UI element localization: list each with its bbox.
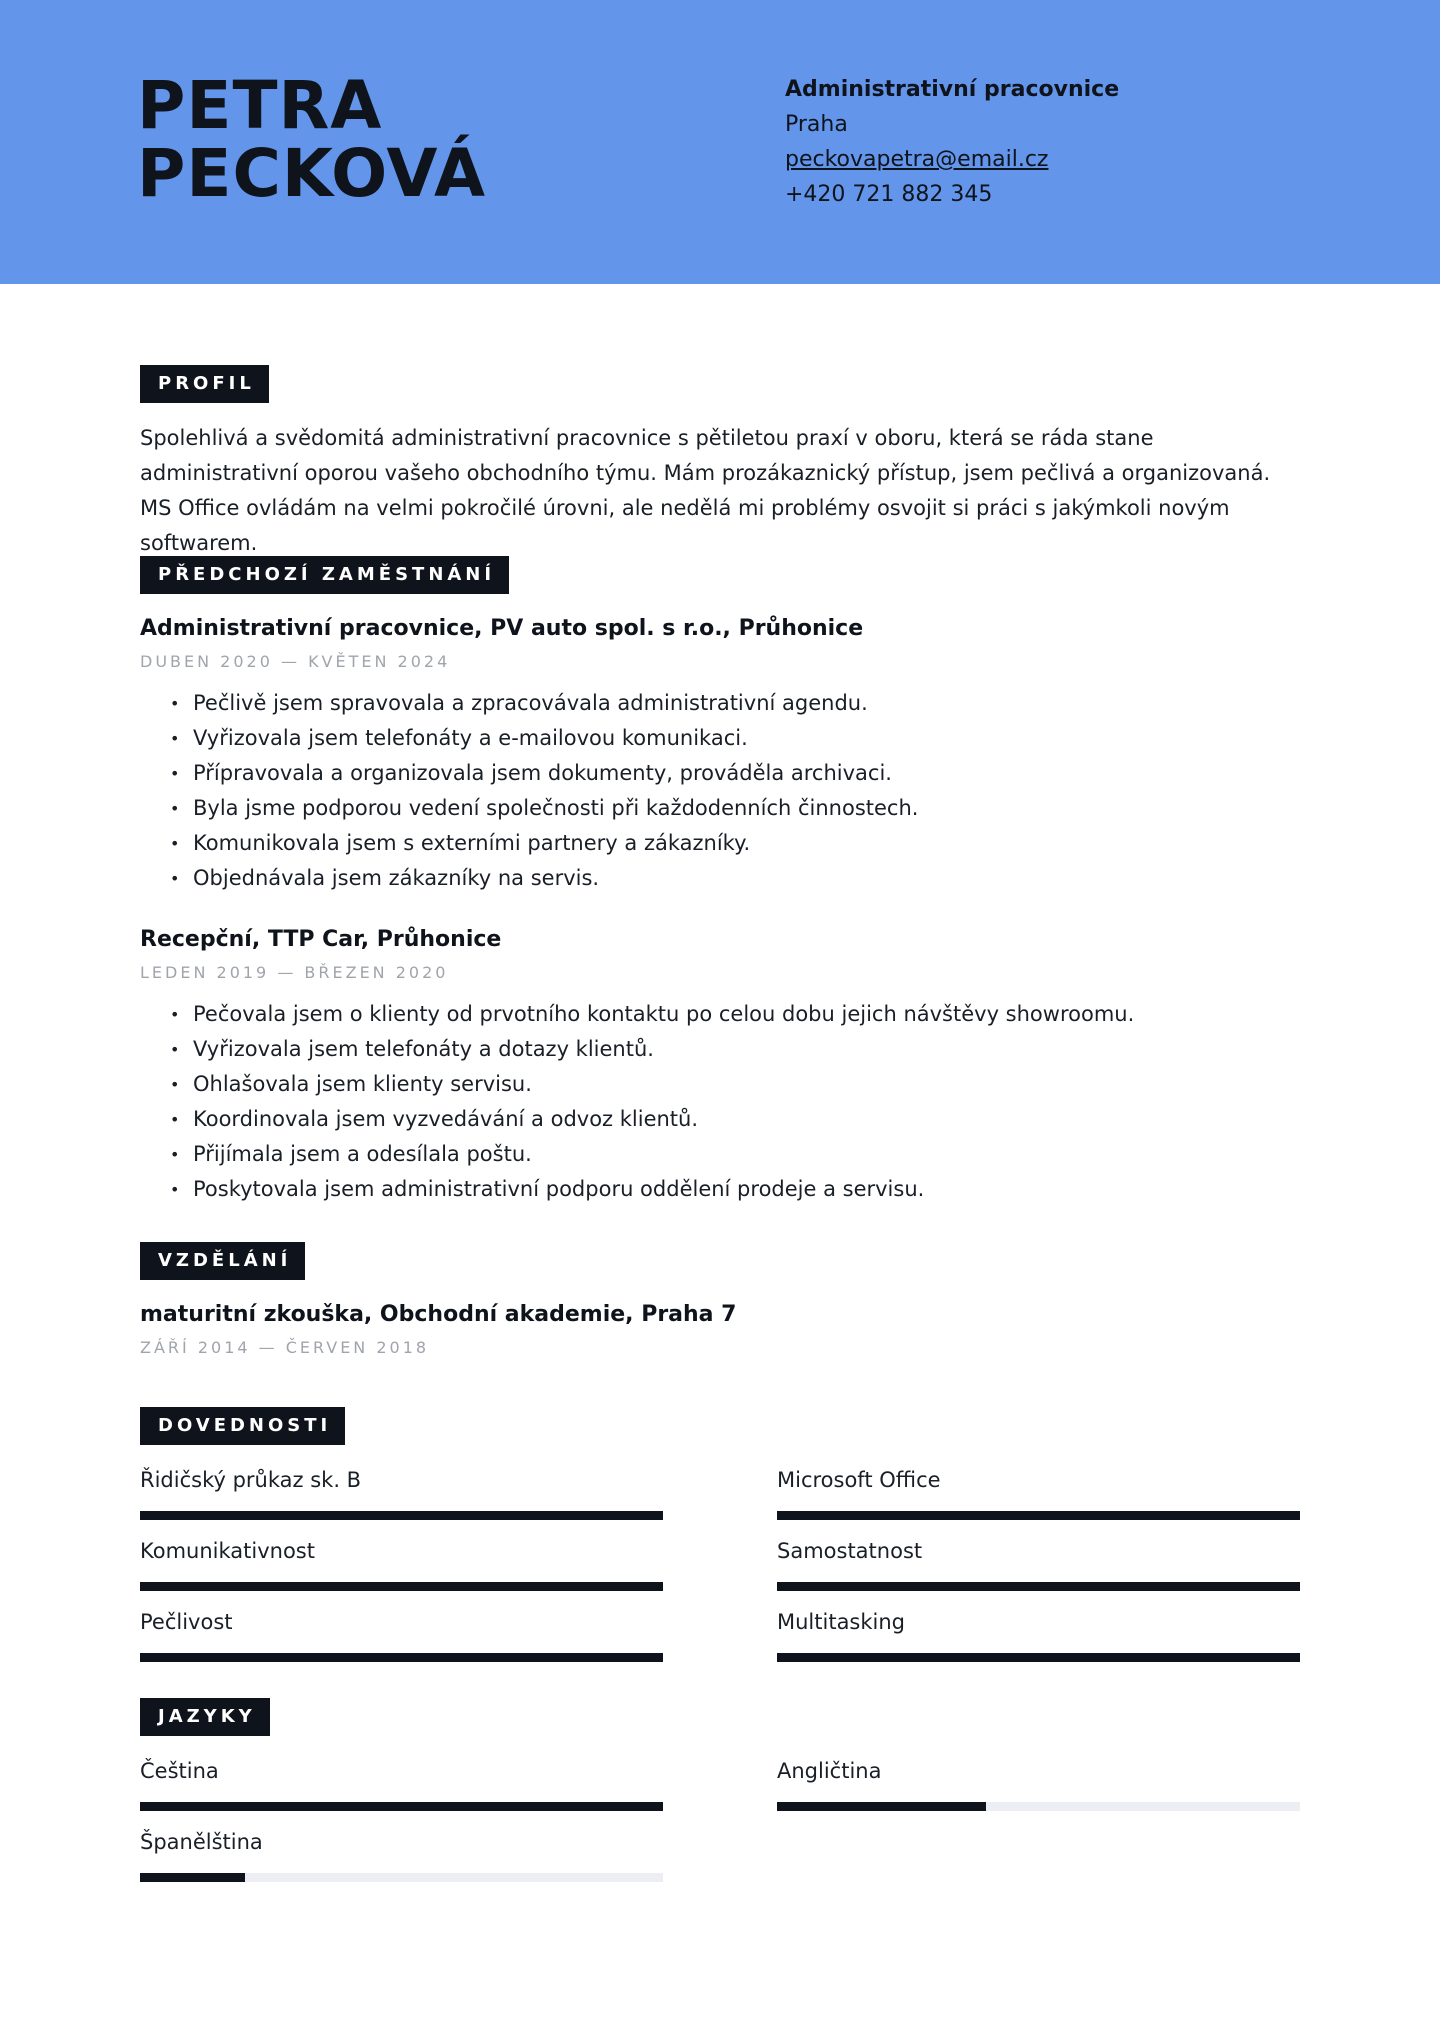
skill-label: Pečlivost [140,1610,233,1634]
experience-section [140,556,1300,594]
list-item: • Objednávala jsem zákazníky na servis. [170,866,600,890]
profile-section [140,365,1300,561]
skills-heading: DOVEDNOSTI [140,1407,345,1445]
list-item: • Pečovala jsem o klienty od prvotního kontaktu po celou dobu jejich návštěvy showroomu. [170,1002,1135,1026]
list-item: • Byla jsme podporou vedení společnosti při každodenních činnostech. [170,796,919,820]
skill-bar [777,1582,1300,1591]
languages-section [140,1698,1300,1736]
name-last: PECKOVÁ [137,135,487,212]
skill-bar-fill [777,1511,1300,1520]
name-first: PETRA [137,67,383,144]
contact-block [785,72,1119,212]
education-heading: VZDĚLÁNÍ [140,1242,305,1280]
skill-item [777,1466,1300,1520]
skill-bar [777,1511,1300,1520]
email-link[interactable]: peckovapetra@email.cz [785,147,1049,172]
city: Praha [785,112,848,137]
list-item: • Pečlivě jsem spravovala a zpracovávala administrativní agendu. [170,691,868,715]
skill-bar-fill [140,1582,663,1591]
skill-bar [777,1653,1300,1662]
language-label: Čeština [140,1759,219,1783]
job-entry [140,925,1300,1207]
profile-heading: PROFIL [140,365,269,403]
job-title: Administrativní pracovnice, PV auto spol. s r.o., Průhonice [140,616,864,641]
skill-label: Komunikativnost [140,1539,315,1563]
list-item: • Koordinovala jsem vyzvedávání a odvoz klientů. [170,1107,699,1131]
job-duties [140,997,1300,1207]
list-item: • Přípravovala a organizovala jsem dokumenty, prováděla archivaci. [170,761,892,785]
education-entry [140,1300,1300,1358]
skill-label: Řidičský průkaz sk. B [140,1468,362,1492]
skill-label: Microsoft Office [777,1468,941,1492]
list-item: • Vyřizovala jsem telefonáty a dotazy klientů. [170,1037,654,1061]
language-bar [140,1802,663,1811]
skill-item [777,1537,1300,1591]
language-item [140,1757,663,1811]
skill-label: Multitasking [777,1610,906,1634]
language-bar [777,1802,1300,1811]
list-item: • Ohlašovala jsem klienty servisu. [170,1072,532,1096]
skill-item [777,1608,1300,1662]
skill-bar [140,1582,663,1591]
list-item: • Komunikovala jsem s externími partnery a zákazníky. [170,831,751,855]
list-item: • Přijímala jsem a odesílala poštu. [170,1142,532,1166]
skill-label: Samostatnost [777,1539,923,1563]
experience-heading: PŘEDCHOZÍ ZAMĚSTNÁNÍ [140,556,509,594]
language-item [140,1828,663,1882]
skill-bar [140,1511,663,1520]
job-duties [140,686,1300,896]
job-dates: LEDEN 2019 — BŘEZEN 2020 [140,963,449,982]
education-section [140,1242,1300,1280]
language-bar-fill [140,1802,663,1811]
candidate-name [137,67,487,212]
education-title: maturitní zkouška, Obchodní akademie, Praha 7 [140,1302,737,1327]
skill-bar-fill [140,1511,663,1520]
language-item [777,1757,1300,1811]
skill-bar-fill [777,1653,1300,1662]
language-label: Španělština [140,1830,263,1854]
job-dates: DUBEN 2020 — KVĚTEN 2024 [140,652,451,671]
phone-number: +420 721 882 345 [785,182,993,207]
skill-item [140,1608,663,1662]
skill-bar-fill [140,1653,663,1662]
skill-bar [140,1653,663,1662]
skills-section [140,1407,1300,1445]
education-dates: ZÁŘÍ 2014 — ČERVEN 2018 [140,1338,430,1357]
skill-item [140,1537,663,1591]
language-bar-fill [140,1873,245,1882]
list-item: • Vyřizovala jsem telefonáty a e-mailovou komunikaci. [170,726,748,750]
language-bar-fill [777,1802,986,1811]
job-title: Recepční, TTP Car, Průhonice [140,927,502,952]
language-label: Angličtina [777,1759,882,1783]
language-bar [140,1873,663,1882]
header-banner [0,0,1440,284]
skill-item [140,1466,663,1520]
languages-heading: JAZYKY [140,1698,270,1736]
list-item: • Poskytovala jsem administrativní podporu oddělení prodeje a servisu. [170,1177,925,1201]
job-role: Administrativní pracovnice [785,77,1120,102]
skill-bar-fill [777,1582,1300,1591]
profile-text: Spolehlivá a svědomitá administrativní pracovnice s pětiletou praxí v oboru, která se ráda stane administrativní oporou vašeho obchodního týmu. Mám prozákaznický přístup, jsem pečlivá a organizovaná. MS Office ovládám na velmi pokročilé úrovni, ale nedělá mi problémy osvojit si práci s jakýmkoli novým softwarem. [140,426,1271,555]
job-entry [140,614,1300,896]
